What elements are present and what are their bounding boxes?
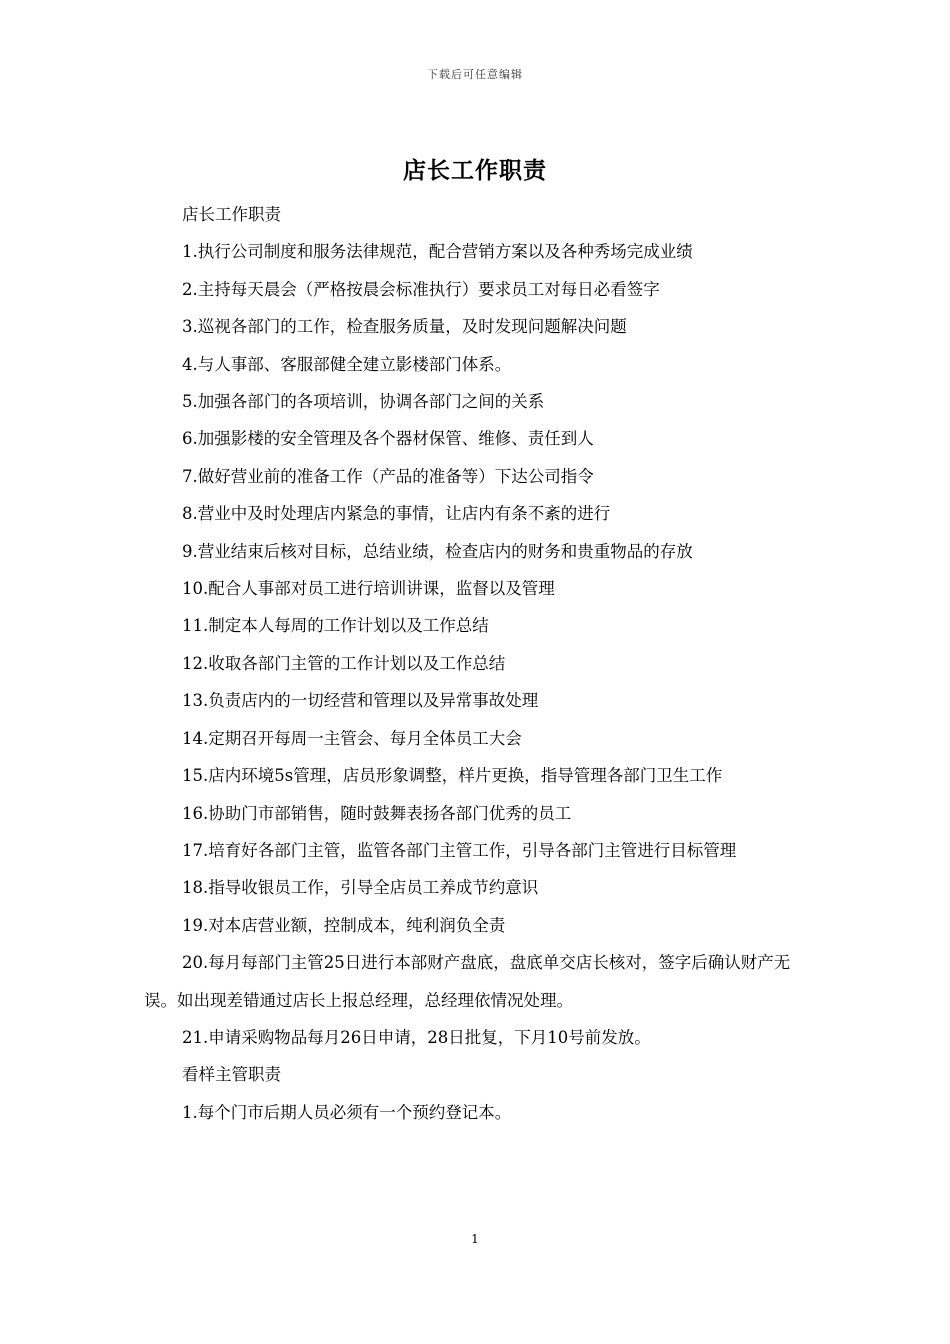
list-item: 8.营业中及时处理店内紧急的事情，让店内有条不紊的进行 <box>182 504 611 524</box>
list-item: 20.每月每部门主管25日进行本部财产盘底，盘底单交店长核对，签字后确认财产无误。如出现差错通过店长上报总经理，总经理依情况处理。 <box>144 953 791 1010</box>
document-body <box>144 196 808 1131</box>
list-item: 16.协助门市部销售，随时鼓舞表扬各部门优秀的员工 <box>182 803 572 823</box>
list-item: 9.营业结束后核对目标，总结业绩，检查店内的财务和贵重物品的存放 <box>182 541 693 561</box>
list-item: 12.收取各部门主管的工作计划以及工作总结 <box>182 653 506 673</box>
list-item: 2.主持每天晨会（严格按晨会标准执行）要求员工对每日必看签字 <box>182 279 660 299</box>
list-item: 21.申请采购物品每月26日申请，28日批复，下月10号前发放。 <box>182 1027 651 1047</box>
section-heading: 看样主管职责 <box>182 1065 281 1085</box>
list-item: 18.指导收银员工作，引导全店员工养成节约意识 <box>182 878 539 898</box>
list-item: 19.对本店营业额，控制成本，纯利润负全责 <box>182 915 506 935</box>
list-item: 1.每个门市后期人员必须有一个预约登记本。 <box>182 1102 512 1122</box>
list-item: 7.做好营业前的准备工作（产品的准备等）下达公司指令 <box>182 466 594 486</box>
page-header: 下载后可任意编辑 <box>427 68 523 81</box>
list-item: 17.培育好各部门主管，监管各部门主管工作，引导各部门主管进行目标管理 <box>182 840 737 860</box>
list-item: 5.加强各部门的各项培训，协调各部门之间的关系 <box>182 392 545 412</box>
list-item: 14.定期召开每周一主管会、每月全体员工大会 <box>182 728 522 748</box>
list-item: 6.加强影楼的安全管理及各个器材保管、维修、责任到人 <box>182 429 594 449</box>
list-item: 3.巡视各部门的工作，检查服务质量，及时发现问题解决问题 <box>182 317 627 337</box>
section-heading: 店长工作职责 <box>182 205 281 224</box>
list-item: 11.制定本人每周的工作计划以及工作总结 <box>182 616 489 636</box>
list-item: 4.与人事部、客服部健全建立影楼部门体系。 <box>182 354 512 374</box>
document-title: 店长工作职责 <box>403 158 547 184</box>
list-item: 15.店内环境5s管理，店员形象调整，样片更换，指导管理各部门卫生工作 <box>182 766 723 786</box>
list-item: 13.负责店内的一切经营和管理以及异常事故处理 <box>182 691 539 711</box>
list-item: 10.配合人事部对员工进行培训讲课，监督以及管理 <box>182 579 555 599</box>
list-item: 1.执行公司制度和服务法律规范，配合营销方案以及各种秀场完成业绩 <box>182 242 693 262</box>
page-number: 1 <box>471 1232 479 1246</box>
